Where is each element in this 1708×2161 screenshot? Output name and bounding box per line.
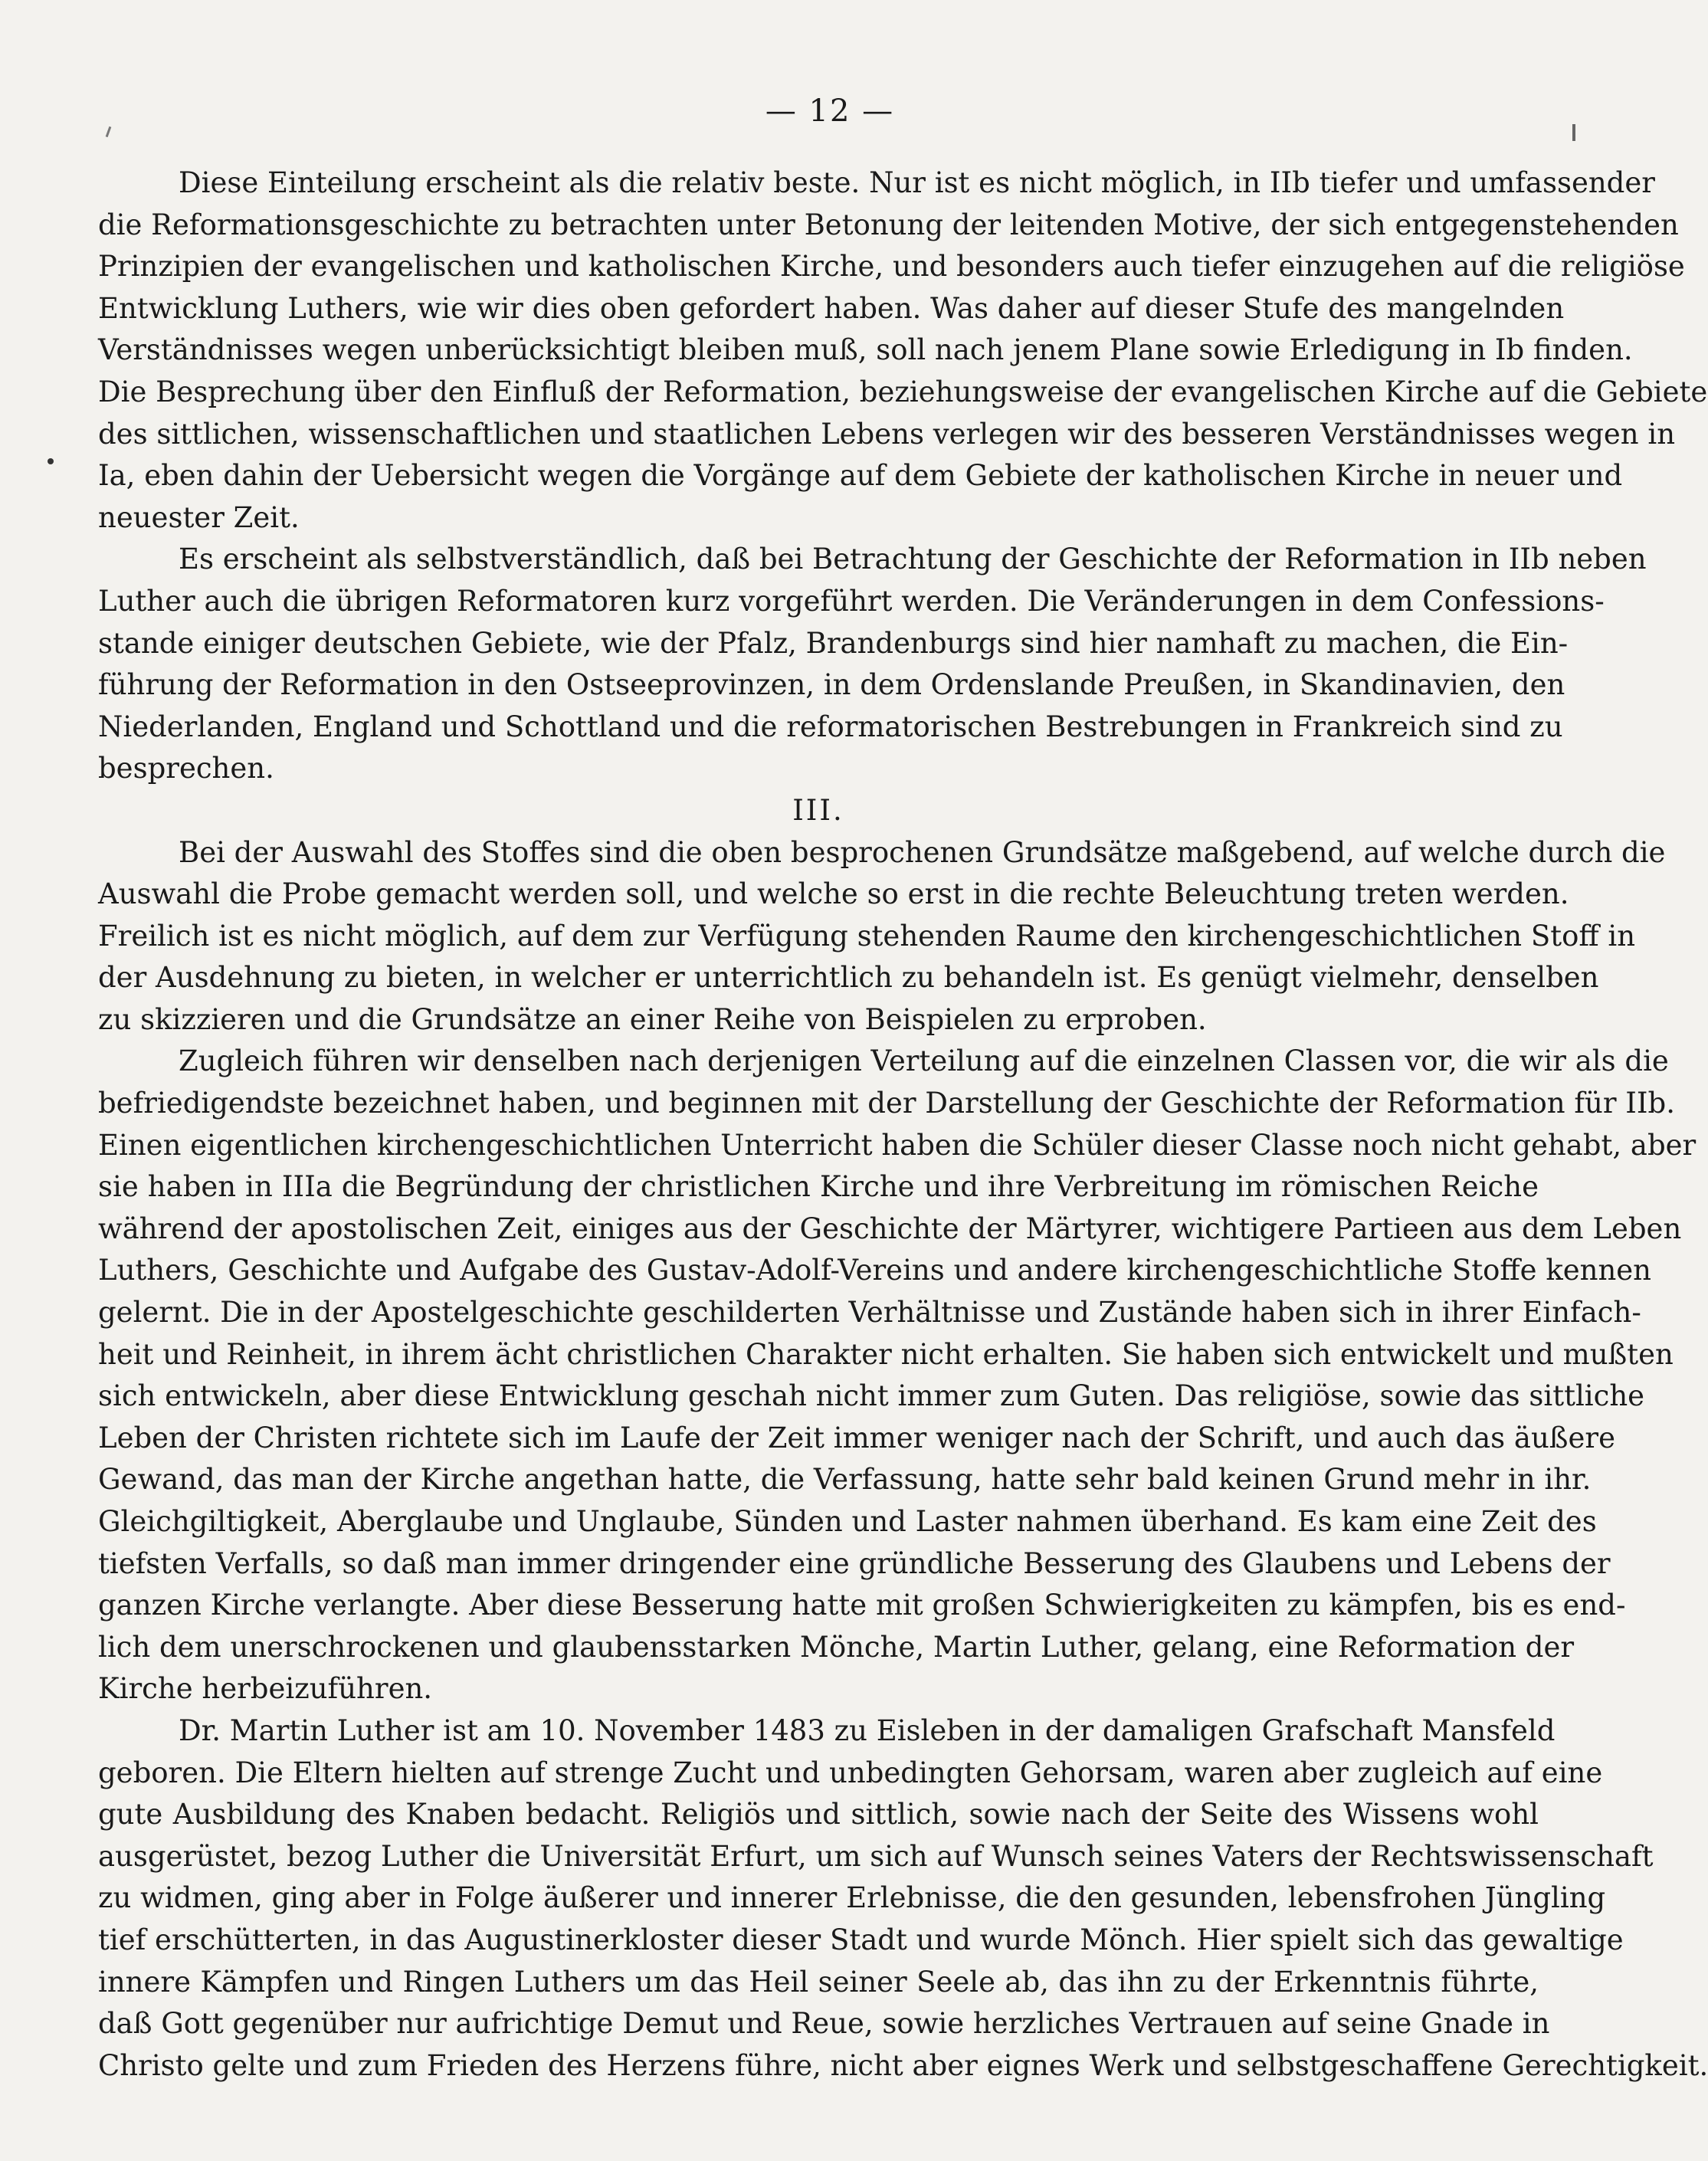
paragraph: [98, 162, 1708, 539]
text-line: Prinzipien der evangelischen und katholischen Kirche, und besonders auch tiefer einzugehen auf die religiöse: [98, 250, 1685, 284]
text-line: stande einiger deutschen Gebiete, wie der Pfalz, Brandenburgs sind hier namhaft zu machen, die Ein-: [98, 626, 1569, 660]
text-line: Dr. Martin Luther ist am 10. November 1483 zu Eisleben in der damaligen Grafschaft Mansfeld: [179, 1713, 1556, 1747]
text-line: besprechen.: [98, 752, 274, 785]
text-line: neuester Zeit.: [98, 500, 300, 534]
text-line: der Ausdehnung zu bieten, in welcher er unterrichtlich zu behandeln ist. Es genügt vielmehr, denselben: [98, 961, 1599, 995]
text-line: innere Kämpfen und Ringen Luthers um das Heil seiner Seele ab, das ihn zu der Erkenntnis führte,: [98, 1965, 1539, 1999]
text-line: führung der Reformation in den Ostseeprovinzen, in dem Ordenslande Preußen, in Skandinavien, den: [98, 668, 1565, 702]
text-line: daß Gott gegenüber nur aufrichtige Demut und Reue, sowie herzliches Vertrauen auf seine Gnade in: [98, 2007, 1550, 2041]
text-line: zu skizzieren und die Grundsätze an einer Reihe von Beispielen zu erproben.: [98, 1002, 1207, 1036]
text-line: tief erschütterten, in das Augustinerkloster dieser Stadt und wurde Mönch. Hier spielt sich das gewaltige: [98, 1923, 1624, 1956]
text-line: tiefsten Verfalls, so daß man immer dringender eine gründliche Besserung des Glaubens und Lebens der: [98, 1546, 1611, 1580]
paragraph: [98, 1710, 1708, 2087]
text-line: Luthers, Geschichte und Aufgabe des Gustav-Adolf-Vereins und andere kirchengeschichtliche Stoffe kennen: [98, 1254, 1652, 1287]
text-line: sich entwickeln, aber diese Entwicklung geschah nicht immer zum Guten. Das religiöse, sowie das sittliche: [98, 1379, 1645, 1413]
text-line: gelernt. Die in der Apostelgeschichte geschilderten Verhältnisse und Zustände haben sich in ihrer Einfach-: [98, 1296, 1641, 1330]
text-line: Die Besprechung über den Einfluß der Reformation, beziehungsweise der evangelischen Kirche auf die Gebiete: [98, 375, 1708, 408]
text-line: Diese Einteilung erscheint als die relativ beste. Nur ist es nicht möglich, in IIb tiefer und umfassender: [179, 166, 1655, 199]
text-line: Gewand, das man der Kirche angethan hatte, die Verfassung, hatte sehr bald keinen Grund mehr in ihr.: [98, 1463, 1592, 1497]
text-line: Verständnisses wegen unberücksichtigt bleiben muß, soll nach jenem Plane sowie Erledigung in Ib finden.: [98, 333, 1633, 367]
text-line: Leben der Christen richtete sich im Laufe der Zeit immer weniger nach der Schrift, und auch das äußere: [98, 1421, 1615, 1454]
text-line: Kirche herbeizuführen.: [98, 1672, 433, 1706]
text-line: ganzen Kirche verlangte. Aber diese Besserung hatte mit großen Schwierigkeiten zu kämpfen, bis es end-: [98, 1589, 1626, 1622]
body-text: [98, 162, 1708, 2087]
section-heading: III.: [792, 793, 844, 827]
text-line: Ia, eben dahin der Uebersicht wegen die Vorgänge auf dem Gebiete der katholischen Kirche in neuer und: [98, 459, 1623, 493]
text-line: Entwicklung Luthers, wie wir dies oben gefordert haben. Was daher auf dieser Stufe des mangelnden: [98, 291, 1565, 325]
text-line: heit und Reinheit, in ihrem ächt christlichen Charakter nicht erhalten. Sie haben sich entwickelt und mußten: [98, 1337, 1674, 1371]
paragraph: [98, 832, 1666, 1041]
text-line: geboren. Die Eltern hielten auf strenge Zucht und unbedingten Gehorsam, waren aber zugleich auf eine: [98, 1756, 1603, 1789]
text-line: Bei der Auswahl des Stoffes sind die oben besprochenen Grundsätze maßgebend, auf welche durch die: [179, 835, 1666, 869]
text-line: Es erscheint als selbstverständlich, daß bei Betrachtung der Geschichte der Reformation in IIb neben: [179, 543, 1647, 576]
paragraph: [98, 539, 1647, 790]
text-line: lich dem unerschrockenen und glaubensstarken Mönche, Martin Luther, gelang, eine Reformation der: [98, 1630, 1575, 1664]
paragraph: [98, 1041, 1697, 1710]
page-number: — 12 —: [765, 93, 895, 129]
text-line: Einen eigentlichen kirchengeschichtlichen Unterricht haben die Schüler dieser Classe noch nicht gehabt, aber: [98, 1128, 1697, 1162]
text-line: gute Ausbildung des Knaben bedacht. Religiös und sittlich, sowie nach der Seite des Wissens wohl: [98, 1798, 1539, 1831]
text-line: zu widmen, ging aber in Folge äußerer und innerer Erlebnisse, die den gesunden, lebensfrohen Jüngling: [98, 1881, 1606, 1915]
text-line: Gleichgiltigkeit, Aberglaube und Unglaube, Sünden und Laster nahmen überhand. Es kam eine Zeit des: [98, 1505, 1597, 1538]
text-line: Luther auch die übrigen Reformatoren kurz vorgeführt werden. Die Veränderungen in dem Confessions-: [98, 584, 1605, 618]
margin-dot: [48, 458, 54, 464]
text-line: Niederlanden, England und Schottland und die reformatorischen Bestrebungen in Frankreich sind zu: [98, 710, 1563, 743]
text-line: ausgerüstet, bezog Luther die Universität Erfurt, um sich auf Wunsch seines Vaters der Rechtswissenschaft: [98, 1839, 1654, 1873]
text-line: Freilich ist es nicht möglich, auf dem zur Verfügung stehenden Raume den kirchengeschichtlichen Stoff in: [98, 919, 1636, 953]
text-line: Christo gelte und zum Frieden des Herzens führe, nicht aber eignes Werk und selbstgeschaffene Gerechtigkeit.: [98, 2048, 1708, 2082]
text-line: Zugleich führen wir denselben nach derjenigen Verteilung auf die einzelnen Classen vor, die wir als die: [179, 1044, 1669, 1078]
text-line: die Reformationsgeschichte zu betrachten unter Betonung der leitenden Motive, der sich entgegenstehenden: [98, 208, 1679, 241]
text-line: des sittlichen, wissenschaftlichen und staatlichen Lebens verlegen wir des besseren Verständnisses wegen in: [98, 417, 1676, 451]
text-line: während der apostolischen Zeit, einiges aus der Geschichte der Märtyrer, wichtigere Partieen aus dem Leben: [98, 1212, 1682, 1245]
text-line: sie haben in IIIa die Begründung der christlichen Kirche und ihre Verbreitung im römischen Reiche: [98, 1170, 1539, 1204]
text-line: befriedigendste bezeichnet haben, und beginnen mit der Darstellung der Geschichte der Reformation für IIb.: [98, 1087, 1675, 1120]
text-line: Auswahl die Probe gemacht werden soll, und welche so erst in die rechte Beleuchtung treten werden.: [98, 877, 1569, 911]
